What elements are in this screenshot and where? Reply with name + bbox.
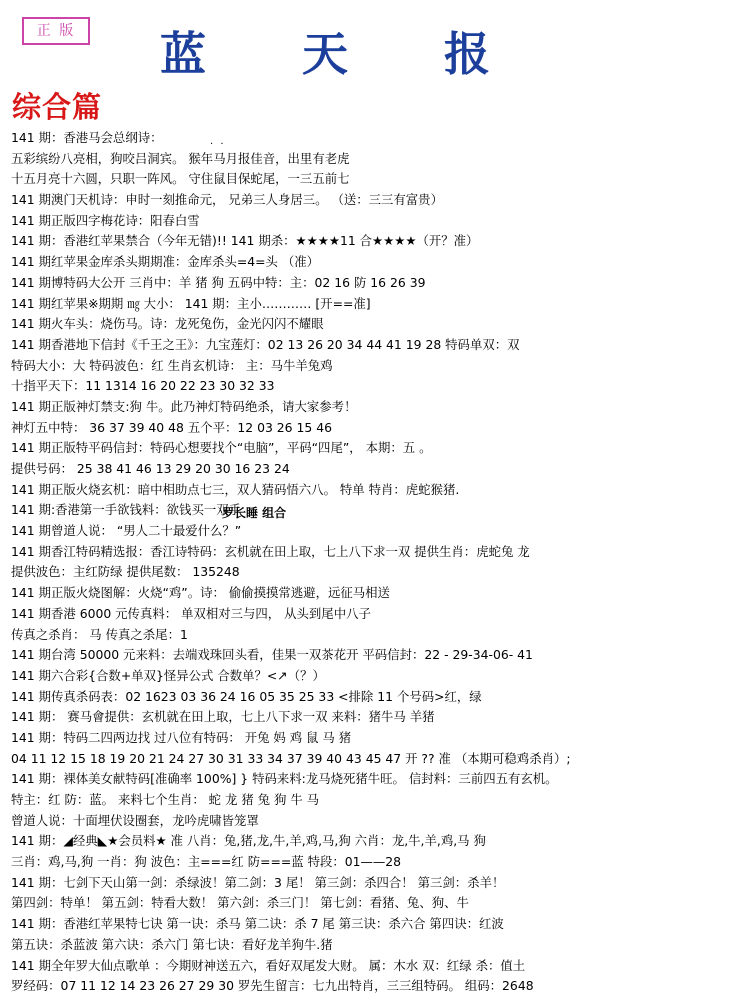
text-line: 141 期全年罗大仙点歌单 ：今期财神送五六，看好双尾发大财。 属：木水 双：红绿 杀：值土 — [11, 957, 526, 973]
text-line: 141 期香港 6000 元传真料： 单双相对三与四， 从头到尾中八子 — [11, 605, 371, 621]
text-line: 141 期正版火烧玄机：暗中相助点七三，双人猜码悟六八。 特单 特肖：虎蛇猴猪. — [11, 481, 460, 497]
text-line: 特码大小：大 特码波色：红 生肖玄机诗： 主：马牛羊兔鸡 — [11, 357, 333, 373]
text-line: 141 期：香港马会总纲诗： — [11, 130, 163, 145]
genuine-badge: 正 版 — [22, 17, 90, 45]
text-line: 罗经码：07 11 12 14 23 26 27 29 30 罗先生留言：七九出特肖，三三组特码。 组码：2648 — [11, 978, 534, 994]
text-line: 141 期澳门天机诗：申时一刻推命元， 兄弟三人身居三。 （送：三三有富贵） — [11, 192, 443, 208]
text-line: 特主：红 防：蓝。 来料七个生肖： 蛇 龙 猪 兔 狗 牛 马 — [11, 792, 320, 807]
text-line: 第五诀：杀蓝波 第六诀：杀六门 第七诀：看好龙羊狗牛.猪 — [11, 936, 333, 952]
text-line: 141 期香江特码精选报：香江诗特码：玄机就在田上取，七上八下求一双 提供生肖：虎蛇兔 龙 — [11, 543, 530, 559]
text-line: 141 期曾道人说： “男人二十最爱什么？” — [11, 523, 242, 539]
text-line: 141 期红苹果金库杀头期期准：金库杀头=4=头 （准） — [11, 254, 319, 270]
text-line: 141 期：◢经典◣★会员料★ 准 八肖：兔,猪,龙,牛,羊,鸡,马,狗 六肖：龙,牛,羊,鸡,马 狗 — [11, 833, 486, 849]
text-line: 141 期传真杀码表：02 1623 03 36 24 16 05 35 25 33 <排除 11 个号码>红，绿 — [11, 688, 482, 704]
article-body — [11, 128, 733, 997]
text-line: 三肖：鸡,马,狗 一肖：狗 波色：主===红 防===蓝 特段：01——28 — [11, 854, 402, 870]
text-line: 曾道人说：十面埋伏设圈套，龙吟虎啸皆笼罩 — [11, 812, 259, 828]
text-line: 141 期：香港红苹果特七诀 第一诀：杀马 第二诀：杀 7 尾 第三诀：杀六合 第四诀：红波 — [11, 916, 504, 932]
text-line: 141 期香港地下信封《千王之王》：九宝莲灯：02 13 26 20 34 44 41 19 28 特码单双：双 — [11, 336, 520, 352]
text-line: 141 期博特码大公开 三肖中：羊 猪 狗 五码中特：主：02 16 防 16 26 39 — [11, 274, 426, 290]
text-line: 141 期:香港第一手欲钱料：欲钱买一双手 — [11, 502, 242, 518]
overlay-stamp-text: 罗长睡 组合 — [222, 506, 287, 520]
text-line: 141 期正版神灯禁支:狗 牛。此乃神灯特码绝杀，请大家参考！ — [11, 398, 357, 414]
text-line: 提供波色：主红防绿 提供尾数： 135248 — [11, 564, 240, 580]
text-line: 神灯五中特： 36 37 39 40 48 五个平：12 03 26 15 46 — [11, 419, 332, 435]
text-line: 141 期正版四字梅花诗：阳春白雪 — [11, 212, 200, 228]
text-line: 141 期： 赛马會提供：玄机就在田上取，七上八下求一双 来料：猪牛马 羊猪 — [11, 709, 435, 725]
text-line: 传真之杀肖： 马 传真之杀尾：1 — [11, 626, 188, 642]
text-line: 141 期正版特平码信封：特码心想要找个“电脑”，平码“四尾”， 本期：五 。 — [11, 440, 432, 456]
masthead-char-3: 报 — [444, 27, 490, 81]
text-line: 十五月亮十六圆，只职一阵风。 守住鼠目保蛇尾，一三五前七 — [11, 171, 350, 187]
text-line: 141 期：特码二四两边找 过八位有特码： 开兔 妈 鸡 鼠 马 猪 — [11, 729, 352, 745]
section-title: 综合篇 — [12, 90, 103, 124]
text-line: 141 期：七剑下天山第一剑：杀绿波！第二剑：3 尾！ 第三剑：杀四合！ 第三剑：杀羊！ — [11, 874, 505, 890]
text-line: 十指平天下：11 1314 16 20 22 23 30 32 33 — [11, 378, 275, 394]
text-line: 五彩缤纷八亮相，狗咬吕洞宾。 猴年马月报佳音，出里有老虎 — [11, 150, 350, 166]
text-line: 141 期台湾 50000 元来料：去端戏珠回头看，佳果一双茶花开 平码信封：22 - 29-34-06- 41 — [11, 647, 533, 663]
decorative-dots: · · — [210, 139, 226, 150]
text-line: 04 11 12 15 18 19 20 21 24 27 30 31 33 34 37 39 40 43 45 47 开 ?? 准 （本期可稳鸡杀肖）; — [11, 750, 571, 766]
text-line: 141 期：香港红苹果禁合（今年无错)!! 141 期杀：★★★★11 合★★★★（开？准） — [11, 233, 479, 249]
text-line: 141 期六合彩{合数+单双}怪异公式 合数单？<↗（？） — [11, 667, 325, 683]
text-line: 提供号码： 25 38 41 46 13 29 20 30 16 23 24 — [11, 461, 290, 476]
text-line: 第四剑：特单！ 第五剑：特看大数！ 第六剑：杀三门！ 第七剑：看猪、兔、狗、牛 — [11, 895, 469, 911]
text-line: 141 期正版火烧图解：火烧“鸡”。诗： 偷偷摸摸常逃避，远征马相送 — [11, 585, 390, 601]
text-line: 141 期火车头：烧伤马。诗：龙死兔伤，金光闪闪不耀眼 — [11, 316, 324, 332]
text-line: 141 期：裸体美女献特码[准确率 100%] } 特码来料:龙马烧死猪牛旺。 信封料：三前四五有玄机。 — [11, 771, 558, 787]
masthead-title — [160, 28, 490, 80]
masthead-char-2: 天 — [302, 27, 348, 81]
text-line: 141 期红苹果※期期 ㎎ 大小： 141 期：主小………… [开==准] — [11, 295, 371, 311]
masthead-char-1: 蓝 — [160, 27, 206, 81]
